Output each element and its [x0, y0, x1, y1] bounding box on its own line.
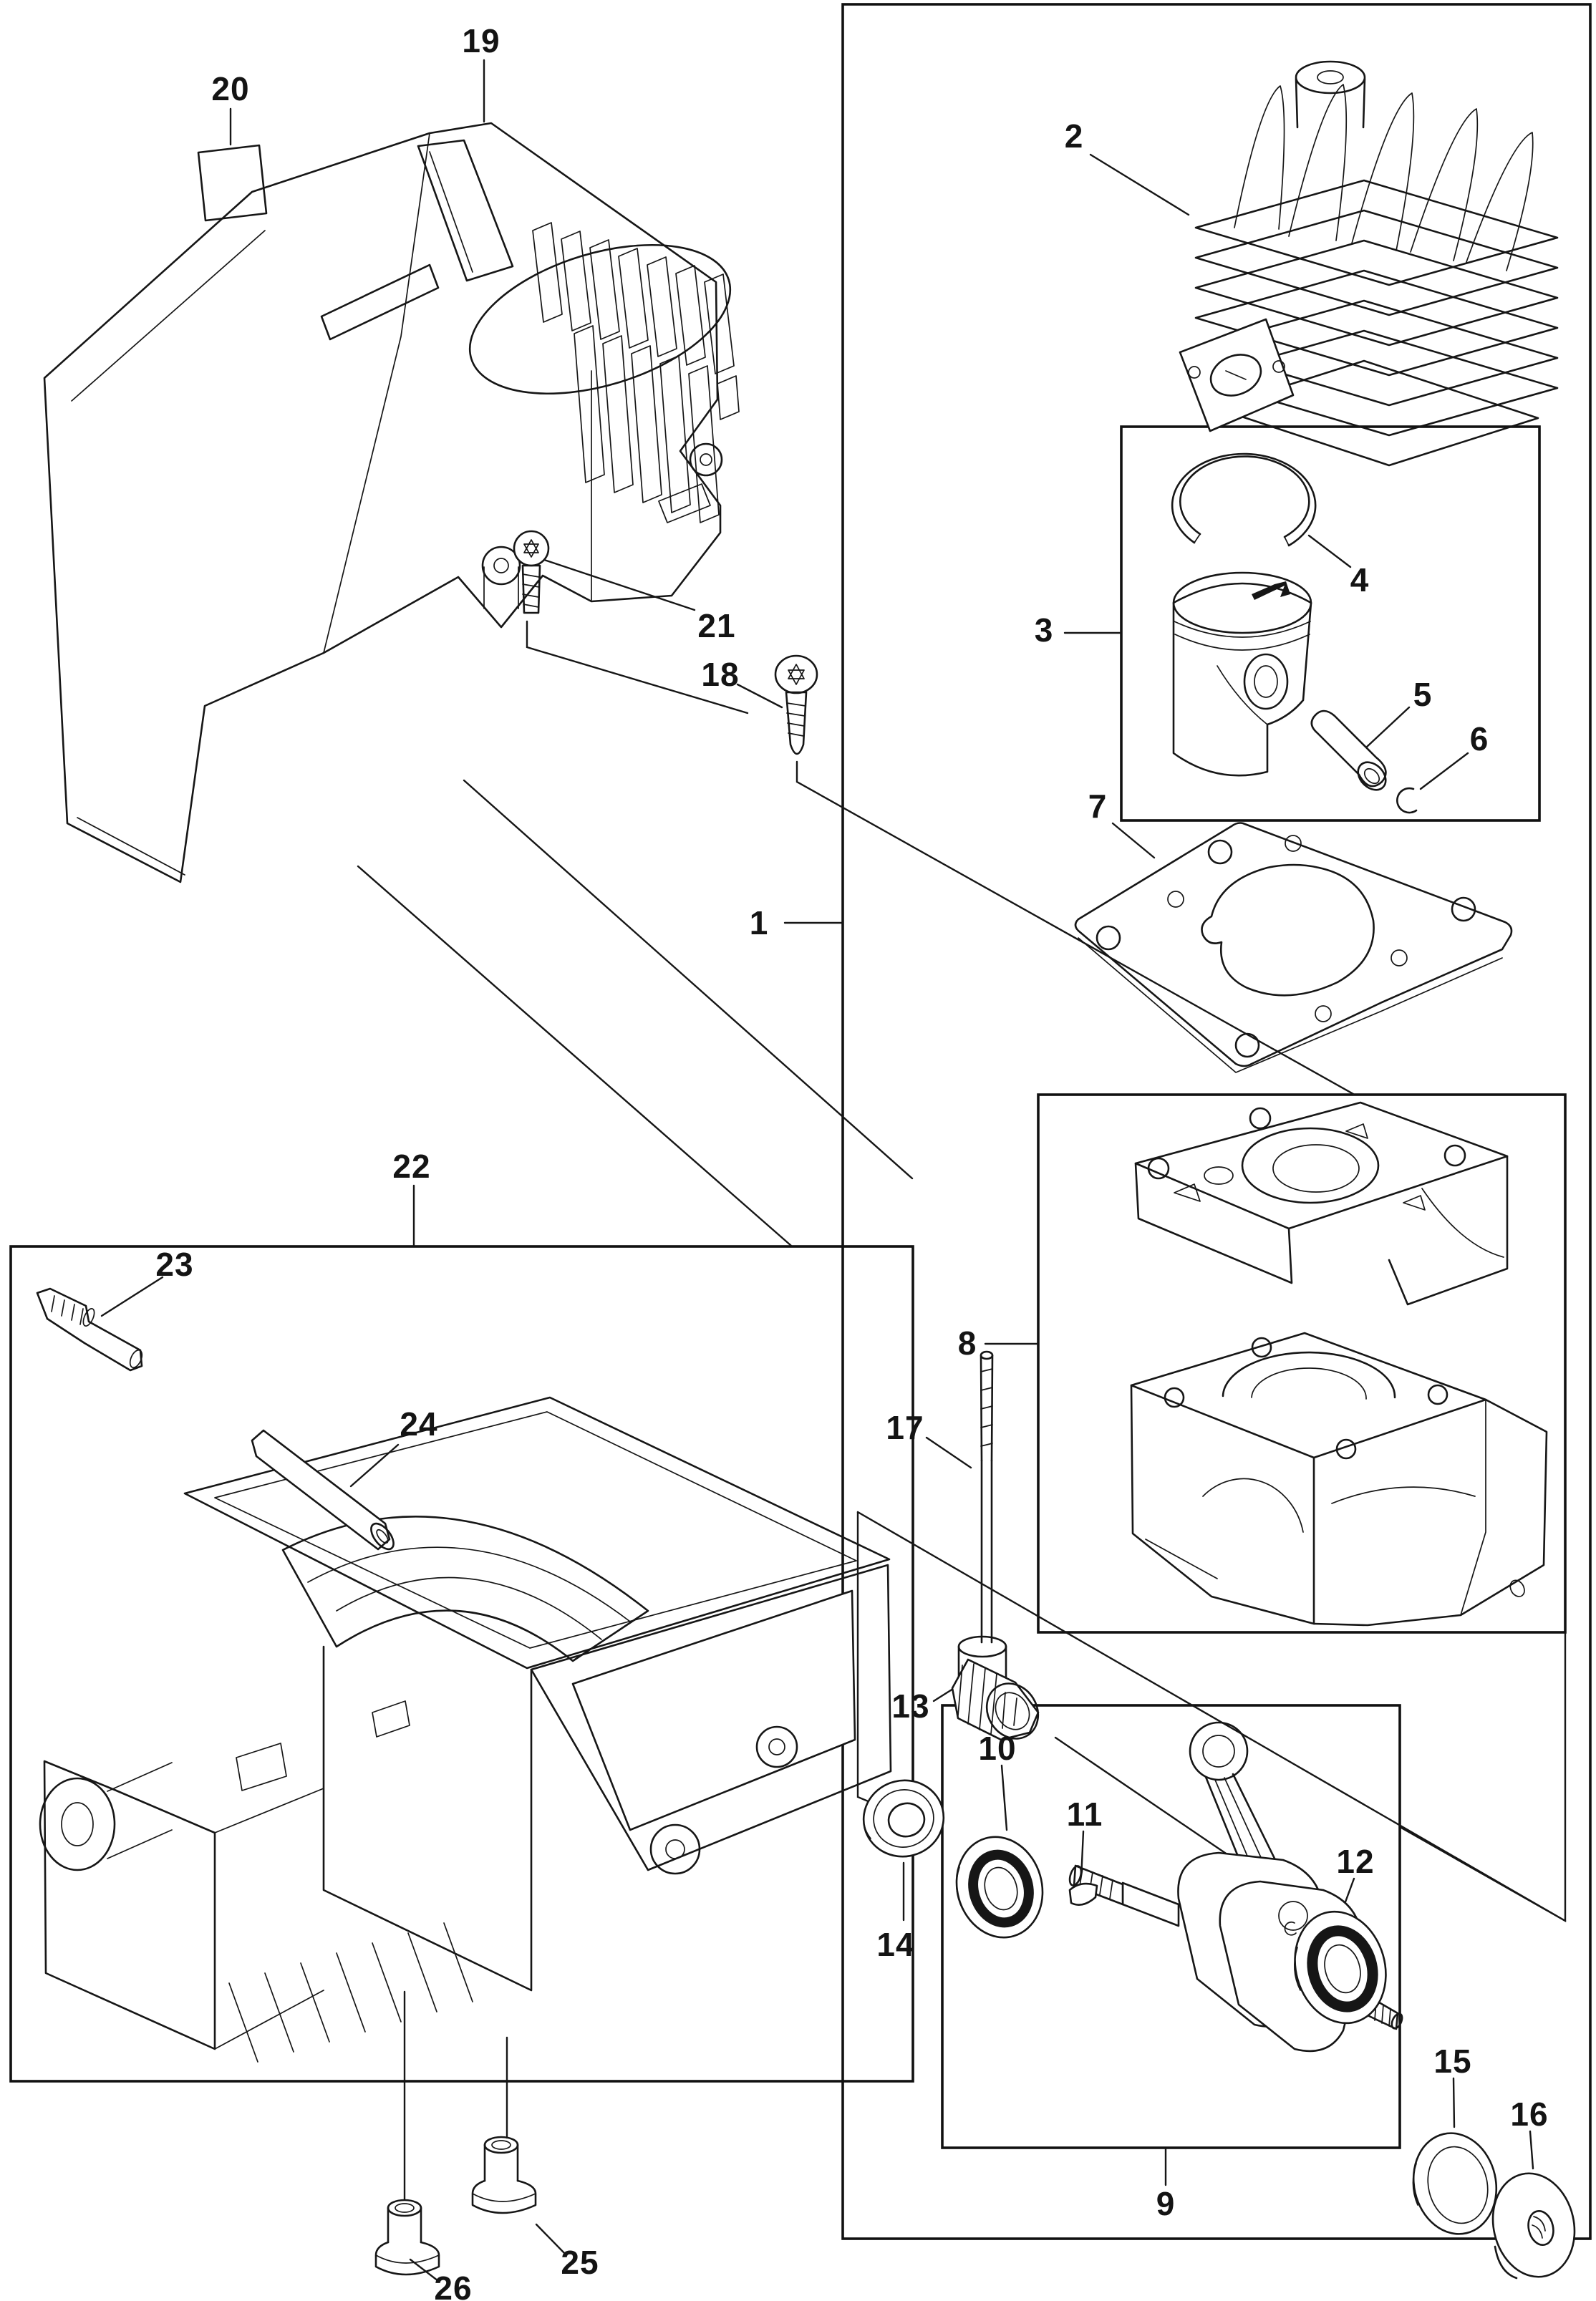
part-label-18: 18 [701, 656, 740, 693]
part-label-8: 8 [957, 1324, 977, 1362]
part-label-1: 1 [749, 904, 769, 941]
part-label-14: 14 [876, 1926, 915, 1963]
part-label-9: 9 [1156, 2185, 1176, 2222]
part-label-5: 5 [1413, 676, 1433, 713]
part-label-7: 7 [1088, 788, 1108, 825]
part-label-22: 22 [392, 1148, 431, 1185]
part-label-15: 15 [1433, 2043, 1472, 2080]
part-label-19: 19 [462, 22, 500, 59]
part-label-17: 17 [886, 1409, 924, 1446]
part-label-11: 11 [1066, 1796, 1103, 1833]
part-label-2: 2 [1064, 117, 1084, 155]
part-label-6: 6 [1469, 720, 1489, 757]
part-label-4: 4 [1350, 561, 1370, 599]
part-label-12: 12 [1336, 1843, 1375, 1880]
part-label-23: 23 [155, 1246, 194, 1283]
part-label-25: 25 [561, 2244, 599, 2281]
part-label-24: 24 [400, 1405, 438, 1443]
part-label-16: 16 [1510, 2096, 1549, 2133]
part-label-13: 13 [891, 1687, 930, 1725]
part-label-20: 20 [211, 70, 250, 107]
part-label-21: 21 [697, 607, 736, 644]
part-label-10: 10 [978, 1730, 1017, 1767]
part-label-26: 26 [434, 2269, 473, 2301]
part-label-3: 3 [1034, 611, 1054, 649]
